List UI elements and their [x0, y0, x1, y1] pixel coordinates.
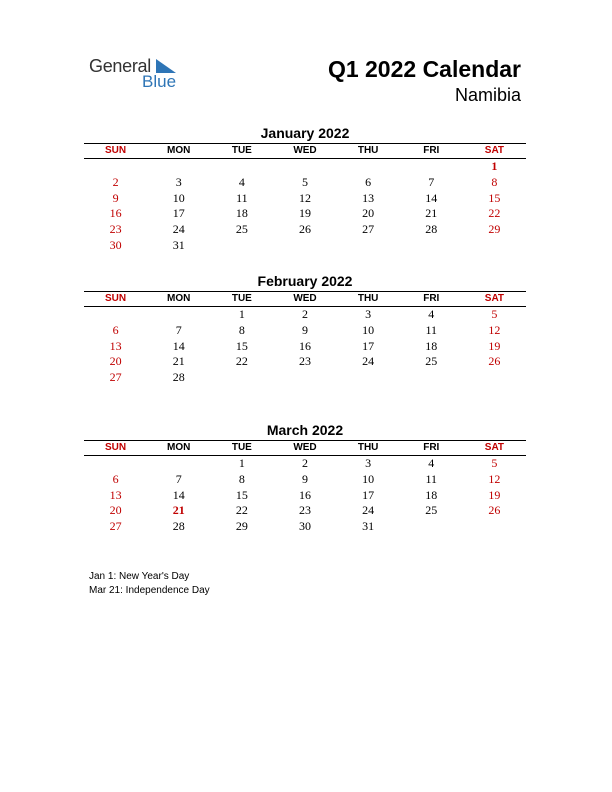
week-row	[84, 307, 526, 323]
logo-blue-text: Blue	[142, 72, 177, 91]
day-cell: 27	[109, 370, 122, 385]
week-row	[84, 238, 526, 254]
day-cell: 29	[488, 222, 501, 237]
weekday-header: TUE	[231, 145, 252, 156]
empty-day-cell	[273, 159, 336, 175]
week-row	[84, 456, 526, 472]
weekday-header: FRI	[423, 442, 440, 453]
empty-day-cell	[400, 519, 463, 535]
day-cell: 30	[298, 519, 311, 534]
week-row	[84, 222, 526, 238]
day-cell: 13	[362, 190, 375, 205]
day-cell: 17	[172, 206, 185, 221]
empty-day-cell	[84, 456, 147, 472]
day-cell: 19	[488, 487, 501, 502]
day-cell: 6	[112, 471, 119, 486]
week-row	[84, 488, 526, 504]
day-cell: 28	[172, 519, 185, 534]
empty-day-cell	[337, 238, 400, 254]
day-cell: 22	[488, 206, 501, 221]
day-cell: 22	[235, 354, 248, 369]
day-cell: 8	[238, 471, 245, 486]
empty-day-cell	[210, 159, 273, 175]
empty-day-cell	[147, 456, 210, 472]
day-cell: 3	[365, 307, 372, 321]
day-cell: 13	[109, 487, 122, 502]
week-row	[84, 339, 526, 355]
day-cell: 31	[362, 519, 375, 534]
empty-day-cell	[147, 159, 210, 175]
empty-day-cell	[84, 159, 147, 175]
day-cell: 10	[362, 471, 375, 486]
day-cell: 16	[109, 206, 122, 221]
day-cell: 25	[235, 222, 248, 237]
day-cell: 23	[298, 503, 311, 518]
holiday-item: Jan 1: New Year's Day	[89, 571, 190, 582]
empty-day-cell	[273, 238, 336, 254]
day-cell: 27	[362, 222, 375, 237]
day-cell: 24	[172, 222, 185, 237]
day-cell: 26	[488, 354, 501, 369]
day-cell: 18	[425, 487, 438, 502]
week-row	[84, 323, 526, 339]
day-cell: 19	[488, 338, 501, 353]
holiday-list	[89, 570, 210, 598]
week-row	[84, 503, 526, 519]
day-cell: 2	[112, 174, 119, 189]
weekday-header: WED	[293, 442, 317, 453]
day-cell: 14	[172, 487, 185, 502]
day-cell: 8	[491, 174, 498, 189]
day-cell: 16	[298, 487, 311, 502]
holiday-day-cell: 21	[172, 503, 185, 518]
empty-day-cell	[147, 307, 210, 323]
empty-day-cell	[400, 238, 463, 254]
day-cell: 2	[301, 456, 308, 470]
day-cell: 10	[362, 322, 375, 337]
day-cell: 19	[298, 206, 311, 221]
weekday-header: SUN	[105, 145, 127, 156]
week-row	[84, 370, 526, 386]
empty-day-cell	[463, 370, 526, 386]
month-grid	[84, 307, 526, 386]
day-cell: 21	[172, 354, 185, 369]
empty-day-cell	[84, 307, 147, 323]
day-cell: 15	[488, 190, 501, 205]
day-cell: 5	[491, 307, 498, 321]
empty-day-cell	[210, 370, 273, 386]
empty-day-cell	[463, 238, 526, 254]
day-cell: 9	[301, 471, 308, 486]
month-title: February 2022	[257, 273, 353, 289]
day-cell: 20	[109, 503, 122, 518]
day-cell: 17	[362, 487, 375, 502]
weekday-header: FRI	[423, 293, 440, 304]
week-row	[84, 354, 526, 370]
day-cell: 26	[488, 503, 501, 518]
day-cell: 6	[365, 174, 372, 189]
weekday-header: SUN	[105, 442, 127, 453]
logo-general-text: General	[89, 56, 151, 76]
day-cell: 7	[428, 174, 435, 189]
day-cell: 14	[425, 190, 438, 205]
day-cell: 9	[112, 190, 119, 205]
month-february	[84, 272, 526, 386]
weekday-header: THU	[357, 442, 379, 453]
day-cell: 27	[109, 519, 122, 534]
empty-day-cell	[337, 159, 400, 175]
day-cell: 23	[298, 354, 311, 369]
weekday-header: WED	[293, 293, 317, 304]
day-cell: 9	[301, 322, 308, 337]
day-cell: 24	[362, 503, 375, 518]
weekday-header: WED	[293, 145, 317, 156]
day-cell: 14	[172, 338, 185, 353]
day-cell: 6	[112, 322, 119, 337]
day-cell: 4	[238, 174, 245, 189]
weekday-header: SAT	[484, 145, 505, 156]
weekday-header: MON	[167, 293, 191, 304]
month-grid	[84, 159, 526, 254]
day-cell: 15	[235, 338, 248, 353]
day-cell: 17	[362, 338, 375, 353]
day-cell: 29	[235, 519, 248, 534]
weekday-header: MON	[167, 442, 191, 453]
day-cell: 5	[301, 174, 308, 189]
day-cell: 31	[172, 237, 185, 252]
week-row	[84, 519, 526, 535]
weekday-header: FRI	[423, 145, 440, 156]
weekday-header: TUE	[231, 442, 252, 453]
day-cell: 21	[425, 206, 438, 221]
day-cell: 1	[238, 307, 245, 321]
day-cell: 11	[236, 190, 248, 205]
day-cell: 1	[238, 456, 245, 470]
day-cell: 7	[175, 471, 182, 486]
day-cell: 25	[425, 503, 438, 518]
day-cell: 2	[301, 307, 308, 321]
generalblue-logo	[89, 56, 189, 96]
week-row	[84, 159, 526, 175]
weekday-header-row	[84, 143, 526, 159]
weekday-header-row	[84, 440, 526, 456]
day-cell: 22	[235, 503, 248, 518]
day-cell: 26	[298, 222, 311, 237]
week-row	[84, 191, 526, 207]
weekday-header: SAT	[484, 293, 505, 304]
week-row	[84, 206, 526, 222]
holiday-day-cell: 1	[491, 159, 498, 173]
day-cell: 5	[491, 456, 498, 470]
day-cell: 15	[235, 487, 248, 502]
day-cell: 23	[109, 222, 122, 237]
day-cell: 28	[172, 370, 185, 385]
flag-icon	[156, 59, 176, 73]
day-cell: 12	[298, 190, 311, 205]
week-row	[84, 472, 526, 488]
day-cell: 20	[109, 354, 122, 369]
month-march	[84, 421, 526, 535]
day-cell: 20	[362, 206, 375, 221]
weekday-header: THU	[357, 293, 379, 304]
day-cell: 24	[362, 354, 375, 369]
month-title: January 2022	[260, 125, 350, 141]
weekday-header: TUE	[231, 293, 252, 304]
day-cell: 25	[425, 354, 438, 369]
day-cell: 18	[235, 206, 248, 221]
day-cell: 28	[425, 222, 438, 237]
weekday-header: THU	[357, 145, 379, 156]
page-title: Q1 2022 Calendar	[327, 56, 521, 82]
empty-day-cell	[463, 519, 526, 535]
weekday-header: SUN	[105, 293, 127, 304]
day-cell: 4	[428, 307, 435, 321]
month-january	[84, 124, 526, 254]
empty-day-cell	[400, 159, 463, 175]
day-cell: 12	[488, 471, 501, 486]
empty-day-cell	[337, 370, 400, 386]
weekday-header: MON	[167, 145, 191, 156]
day-cell: 18	[425, 338, 438, 353]
weekday-header-row	[84, 291, 526, 307]
day-cell: 8	[238, 322, 245, 337]
day-cell: 4	[428, 456, 435, 470]
day-cell: 30	[109, 237, 122, 252]
month-grid	[84, 456, 526, 535]
day-cell: 3	[365, 456, 372, 470]
day-cell: 11	[425, 322, 438, 337]
day-cell: 3	[175, 174, 182, 189]
day-cell: 7	[175, 322, 182, 337]
weekday-header: SAT	[484, 442, 505, 453]
empty-day-cell	[273, 370, 336, 386]
day-cell: 13	[109, 338, 122, 353]
holiday-item: Mar 21: Independence Day	[89, 585, 210, 596]
day-cell: 16	[298, 338, 311, 353]
empty-day-cell	[400, 370, 463, 386]
empty-day-cell	[210, 238, 273, 254]
day-cell: 11	[425, 471, 438, 486]
day-cell: 10	[172, 190, 185, 205]
country-name: Namibia	[454, 85, 521, 105]
month-title: March 2022	[266, 422, 344, 438]
week-row	[84, 175, 526, 191]
day-cell: 12	[488, 322, 501, 337]
